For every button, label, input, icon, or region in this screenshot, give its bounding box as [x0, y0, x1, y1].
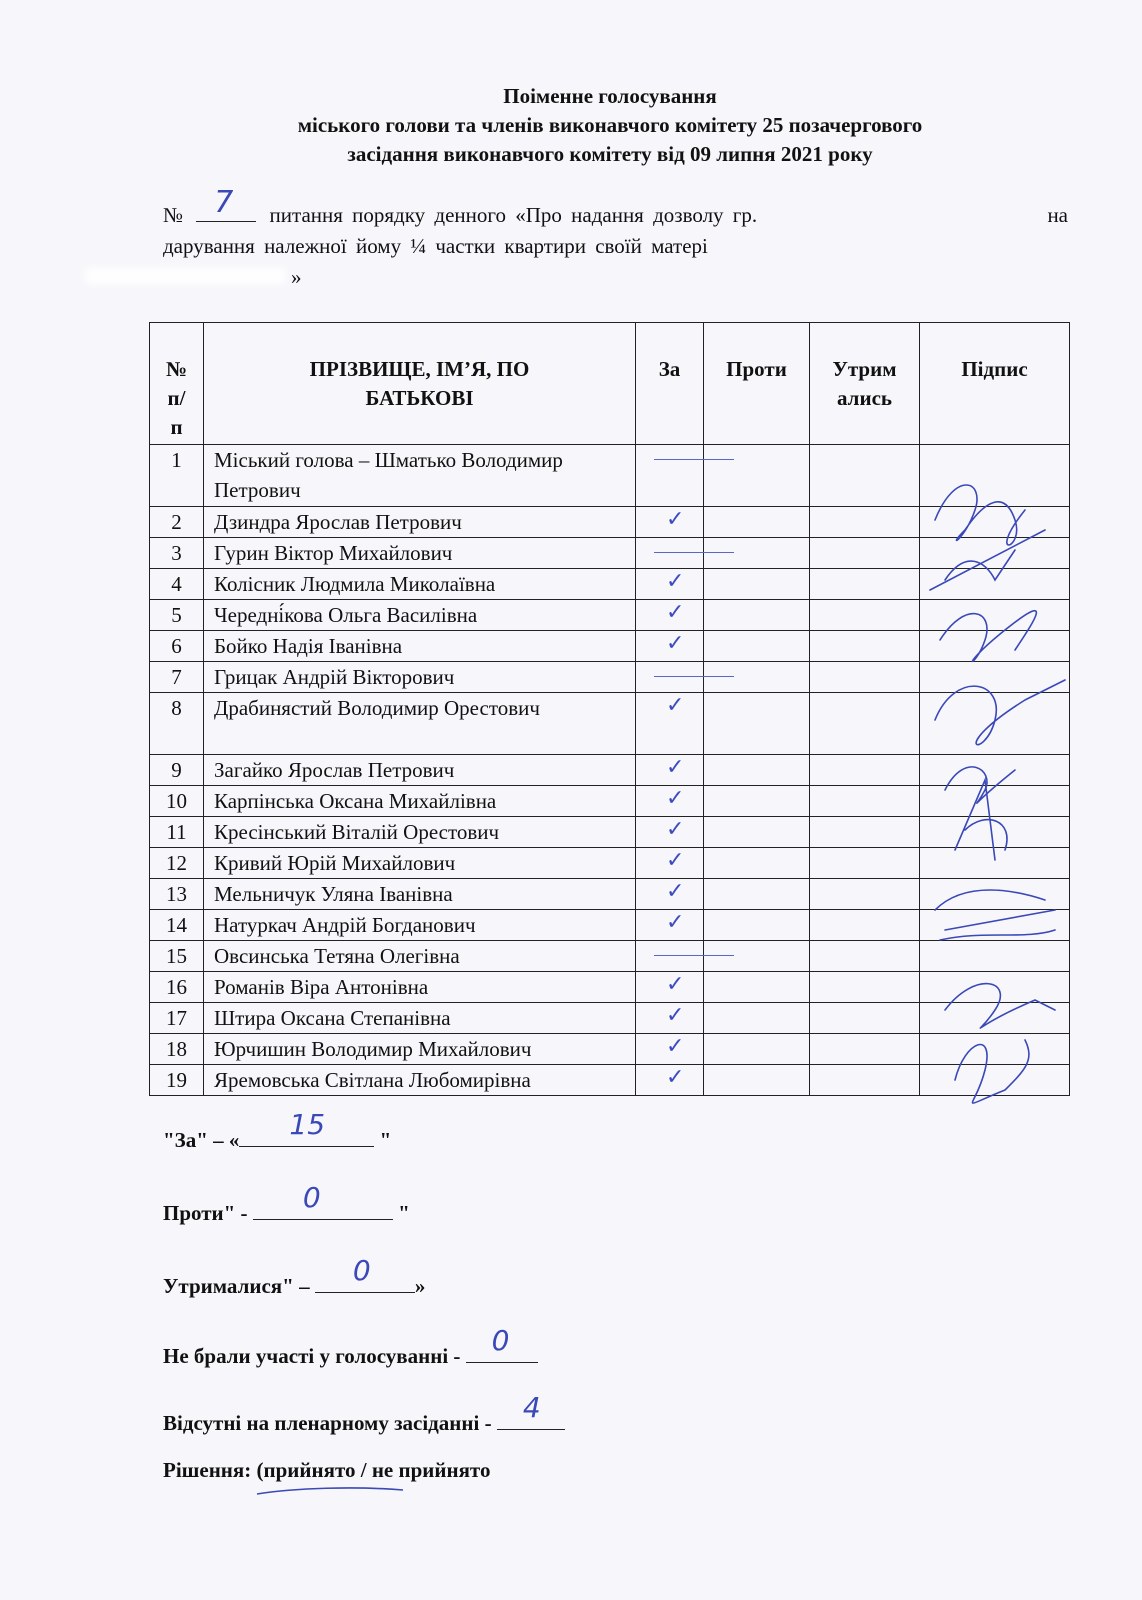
row-number: 2 [150, 507, 204, 538]
dash-mark-icon [654, 552, 734, 553]
table-header-row [150, 323, 1070, 445]
check-mark-icon: ✓ [666, 848, 685, 873]
signature-cell [920, 445, 1070, 507]
vote-abstain-cell [810, 569, 920, 600]
row-number: 6 [150, 631, 204, 662]
signature-cell [920, 1003, 1070, 1034]
header-num: № п/п [150, 323, 204, 445]
check-mark-icon: ✓ [666, 755, 685, 780]
vote-abstain-cell [810, 693, 920, 755]
row-number: 19 [150, 1065, 204, 1096]
table-row [150, 1003, 1070, 1034]
summary-abstain: Утрималися" – 0 » [163, 1254, 426, 1298]
vote-against-cell [704, 507, 810, 538]
vote-for-cell [636, 600, 704, 631]
table-row [150, 569, 1070, 600]
vote-against-cell [704, 910, 810, 941]
item-number-field [196, 185, 256, 222]
member-name: Дзиндра Ярослав Петрович [204, 507, 636, 538]
document-title [150, 82, 1070, 169]
dash-mark-icon [654, 676, 734, 677]
member-name: Мельничук Уляна Іванівна [204, 879, 636, 910]
agenda-item [163, 185, 1068, 293]
vote-table [149, 322, 1070, 1096]
check-mark-icon: ✓ [666, 972, 685, 997]
title-line-1: Поіменне голосування [503, 84, 717, 108]
table-row [150, 755, 1070, 786]
header-for: За [636, 323, 704, 445]
row-number: 7 [150, 662, 204, 693]
vote-for-cell [636, 1065, 704, 1096]
vote-abstain-cell [810, 1065, 920, 1096]
vote-for-cell [636, 631, 704, 662]
header-name: ПРІЗВИЩЕ, ІМ’Я, ПО БАТЬКОВІ [204, 323, 636, 445]
table-row [150, 538, 1070, 569]
header-abstain: Утрим ались [810, 323, 920, 445]
against-count-value: 0 [302, 1181, 321, 1214]
vote-against-cell [704, 848, 810, 879]
member-name: Кривий Юрій Михайлович [204, 848, 636, 879]
member-name: Романів Віра Антонівна [204, 972, 636, 1003]
vote-against-cell [704, 786, 810, 817]
absent-count-value: 4 [522, 1391, 541, 1424]
row-number: 3 [150, 538, 204, 569]
absent-count-field [497, 1391, 565, 1430]
signature-cell [920, 538, 1070, 569]
signature-cell [920, 1065, 1070, 1096]
row-number: 18 [150, 1034, 204, 1065]
check-mark-icon: ✓ [666, 879, 685, 904]
vote-for-cell [636, 662, 704, 693]
agenda-text-3: » [291, 265, 302, 289]
table-row [150, 693, 1070, 755]
vote-abstain-cell [810, 786, 920, 817]
vote-for-cell [636, 755, 704, 786]
check-mark-icon: ✓ [666, 1034, 685, 1059]
vote-abstain-cell [810, 848, 920, 879]
row-number: 4 [150, 569, 204, 600]
row-number: 9 [150, 755, 204, 786]
check-mark-icon: ✓ [666, 600, 685, 625]
check-mark-icon: ✓ [666, 786, 685, 811]
member-name: Бойко Надія Іванівна [204, 631, 636, 662]
vote-for-cell [636, 817, 704, 848]
vote-against-cell [704, 662, 810, 693]
title-line-3: засідання виконавчого комітету від 09 липня 2021 року [347, 142, 873, 166]
member-name: Загайко Ярослав Петрович [204, 755, 636, 786]
signature-cell [920, 910, 1070, 941]
member-name: Овсинська Тетяна Олегівна [204, 941, 636, 972]
vote-against-cell [704, 631, 810, 662]
member-name: Драбинястий Володимир Орестович [204, 693, 636, 755]
table-row [150, 910, 1070, 941]
vote-abstain-cell [810, 941, 920, 972]
vote-for-cell [636, 507, 704, 538]
signature-cell [920, 879, 1070, 910]
row-number: 15 [150, 941, 204, 972]
vote-abstain-cell [810, 631, 920, 662]
vote-abstain-cell [810, 538, 920, 569]
vote-abstain-cell [810, 662, 920, 693]
check-mark-icon: ✓ [666, 1065, 685, 1090]
vote-against-cell [704, 538, 810, 569]
table-row [150, 817, 1070, 848]
check-mark-icon: ✓ [666, 631, 685, 656]
row-number: 12 [150, 848, 204, 879]
vote-against-cell [704, 972, 810, 1003]
vote-for-cell [636, 1003, 704, 1034]
signature-cell [920, 755, 1070, 786]
vote-abstain-cell [810, 879, 920, 910]
row-number: 13 [150, 879, 204, 910]
signature-cell [920, 693, 1070, 755]
row-number: 10 [150, 786, 204, 817]
summary-absent: Відсутні на пленарному засіданні - 4 [163, 1407, 565, 1436]
row-number: 1 [150, 445, 204, 507]
vote-against-cell [704, 445, 810, 507]
member-name: Юрчишин Володимир Михайлович [204, 1034, 636, 1065]
abstain-count-field [315, 1254, 415, 1293]
check-mark-icon: ✓ [666, 693, 685, 718]
vote-for-cell [636, 538, 704, 569]
table-row [150, 662, 1070, 693]
signature-cell [920, 507, 1070, 538]
vote-against-cell [704, 755, 810, 786]
vote-abstain-cell [810, 600, 920, 631]
vote-for-cell [636, 1034, 704, 1065]
member-name: Яремовська Світлана Любомирівна [204, 1065, 636, 1096]
summary-against: Проти" - 0 " [163, 1181, 410, 1225]
abstain-count-value: 0 [352, 1254, 371, 1287]
agenda-text-2: дарування належної йому ¼ частки квартири своїй матері [163, 234, 708, 258]
row-number: 14 [150, 910, 204, 941]
member-name: Колісник Людмила Миколаївна [204, 569, 636, 600]
signature-cell [920, 662, 1070, 693]
check-mark-icon: ✓ [666, 910, 685, 935]
decision-underline-mark [255, 1484, 405, 1498]
dash-mark-icon [654, 955, 734, 956]
row-number: 8 [150, 693, 204, 755]
vote-abstain-cell [810, 755, 920, 786]
row-number: 16 [150, 972, 204, 1003]
vote-against-cell [704, 1003, 810, 1034]
summary-for: "За" – « 15 " [163, 1108, 392, 1152]
table-row [150, 786, 1070, 817]
row-number: 11 [150, 817, 204, 848]
member-name: Грицак Андрій Вікторович [204, 662, 636, 693]
table-row [150, 972, 1070, 1003]
table-row [150, 1034, 1070, 1065]
vote-for-cell [636, 445, 704, 507]
signature-cell [920, 1034, 1070, 1065]
redaction-blur [85, 268, 285, 284]
vote-for-cell [636, 848, 704, 879]
vote-for-cell [636, 879, 704, 910]
vote-for-cell [636, 972, 704, 1003]
member-name: Кресінський Віталій Орестович [204, 817, 636, 848]
table-row [150, 631, 1070, 662]
not-voted-count-field [466, 1324, 538, 1363]
not-voted-count-value: 0 [491, 1324, 510, 1357]
row-number: 5 [150, 600, 204, 631]
vote-abstain-cell [810, 507, 920, 538]
summary-decision: Рішення: (прийнято / не прийнято [163, 1458, 491, 1482]
vote-for-cell [636, 910, 704, 941]
title-line-2: міського голови та членів виконавчого комітету 25 позачергового [297, 113, 923, 137]
vote-against-cell [704, 941, 810, 972]
check-mark-icon: ✓ [666, 1003, 685, 1028]
row-number: 17 [150, 1003, 204, 1034]
member-name: Міський голова – Шматько Володимир Петрович [204, 445, 636, 507]
signature-cell [920, 972, 1070, 1003]
member-name: Гурин Віктор Михайлович [204, 538, 636, 569]
table-row [150, 1065, 1070, 1096]
header-signature: Підпис [920, 323, 1070, 445]
agenda-text-1: питання порядку денного «Про надання дозволу гр. [269, 203, 758, 227]
vote-against-cell [704, 600, 810, 631]
check-mark-icon: ✓ [666, 569, 685, 594]
signature-cell [920, 631, 1070, 662]
vote-against-cell [704, 1034, 810, 1065]
vote-for-cell [636, 786, 704, 817]
check-mark-icon: ✓ [666, 507, 685, 532]
vote-against-cell [704, 693, 810, 755]
agenda-text-1-end: на [1047, 203, 1068, 227]
vote-against-cell [704, 879, 810, 910]
vote-abstain-cell [810, 972, 920, 1003]
table-row [150, 848, 1070, 879]
vote-for-cell [636, 569, 704, 600]
summary-not-voted: Не брали участі у голосуванні - 0 [163, 1340, 538, 1369]
vote-abstain-cell [810, 1034, 920, 1065]
member-name: Карпінська Оксана Михайлівна [204, 786, 636, 817]
dash-mark-icon [654, 459, 734, 460]
signature-cell [920, 600, 1070, 631]
vote-against-cell [704, 1065, 810, 1096]
signature-cell [920, 569, 1070, 600]
vote-against-cell [704, 569, 810, 600]
vote-abstain-cell [810, 445, 920, 507]
for-count-value: 15 [289, 1108, 326, 1141]
vote-abstain-cell [810, 817, 920, 848]
vote-abstain-cell [810, 1003, 920, 1034]
number-sign: № [163, 203, 184, 227]
signature-cell [920, 786, 1070, 817]
table-row [150, 600, 1070, 631]
table-row [150, 507, 1070, 538]
table-row [150, 879, 1070, 910]
vote-for-cell [636, 693, 704, 755]
table-row [150, 445, 1070, 507]
signature-cell [920, 817, 1070, 848]
handwritten-item-number: 7 [214, 185, 234, 220]
signature-cell [920, 848, 1070, 879]
member-name: Натуркач Андрій Богданович [204, 910, 636, 941]
member-name: Чередні́кова Ольга Василівна [204, 600, 636, 631]
vote-for-cell [636, 941, 704, 972]
check-mark-icon: ✓ [666, 817, 685, 842]
table-row [150, 941, 1070, 972]
member-name: Штира Оксана Степанівна [204, 1003, 636, 1034]
header-against: Проти [704, 323, 810, 445]
vote-abstain-cell [810, 910, 920, 941]
signature-cell [920, 941, 1070, 972]
vote-against-cell [704, 817, 810, 848]
